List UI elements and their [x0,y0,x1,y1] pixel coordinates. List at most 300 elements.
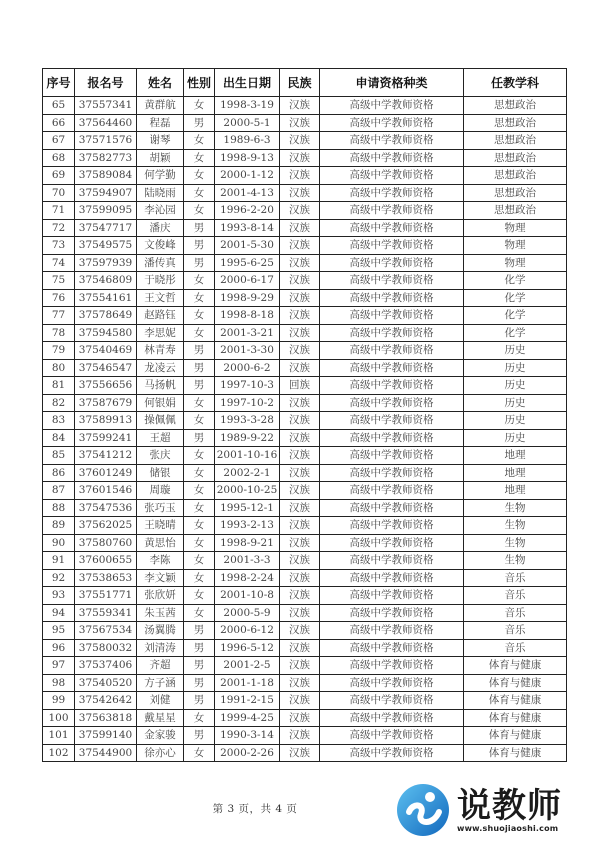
cell-index: 86 [43,464,75,482]
cell-index: 102 [43,744,75,762]
cell-index: 74 [43,254,75,272]
cell-index: 75 [43,272,75,290]
shuojiaoshi-logo-icon [395,782,451,838]
table-row [43,552,567,570]
table-row [43,114,567,132]
cell-registration-no: 37557341 [75,97,137,115]
cell-subject: 体育与健康 [464,744,567,762]
cell-registration-no: 37542642 [75,692,137,710]
cell-name: 王超 [137,429,184,447]
table-row [43,622,567,640]
watermark-logo [383,772,600,848]
cell-name: 张欣妍 [137,587,184,605]
cell-registration-no: 37601546 [75,482,137,500]
cell-gender: 女 [184,272,215,290]
cell-ethnicity: 汉族 [280,237,320,255]
cell-birth-date: 2000-2-26 [215,744,280,762]
cell-birth-date: 2000-6-17 [215,272,280,290]
cell-index: 81 [43,377,75,395]
table-row [43,307,567,325]
cell-ethnicity: 汉族 [280,639,320,657]
cell-name: 李陈 [137,552,184,570]
cell-birth-date: 1990-3-14 [215,727,280,745]
cell-registration-no: 37538653 [75,569,137,587]
cell-ethnicity: 汉族 [280,552,320,570]
cell-ethnicity: 汉族 [280,202,320,220]
table-row [43,377,567,395]
cell-gender: 女 [184,569,215,587]
cell-name: 朱玉茜 [137,604,184,622]
cell-birth-date: 1993-8-14 [215,219,280,237]
table-row [43,342,567,360]
cell-birth-date: 2001-3-30 [215,342,280,360]
cell-gender: 女 [184,97,215,115]
cell-index: 79 [43,342,75,360]
cell-subject: 地理 [464,482,567,500]
cell-gender: 女 [184,604,215,622]
cell-gender: 女 [184,447,215,465]
cell-subject: 思想政治 [464,132,567,150]
cell-gender: 女 [184,552,215,570]
table-row [43,237,567,255]
cell-birth-date: 2001-1-18 [215,674,280,692]
cell-ethnicity: 汉族 [280,604,320,622]
header-registration-no: 报名号 [75,69,137,97]
table-row [43,167,567,185]
cell-registration-no: 37589913 [75,412,137,430]
cell-ethnicity: 汉族 [280,744,320,762]
cell-ethnicity: 汉族 [280,114,320,132]
cell-qualification-type: 高级中学教师资格 [320,377,464,395]
cell-qualification-type: 高级中学教师资格 [320,709,464,727]
cell-subject: 物理 [464,237,567,255]
cell-qualification-type: 高级中学教师资格 [320,657,464,675]
cell-gender: 男 [184,359,215,377]
cell-ethnicity: 汉族 [280,657,320,675]
cell-registration-no: 37594580 [75,324,137,342]
table-row [43,499,567,517]
cell-birth-date: 2001-3-21 [215,324,280,342]
table-row [43,254,567,272]
cell-subject: 体育与健康 [464,692,567,710]
cell-birth-date: 2000-6-2 [215,359,280,377]
cell-qualification-type: 高级中学教师资格 [320,534,464,552]
cell-birth-date: 2000-5-9 [215,604,280,622]
cell-ethnicity: 回族 [280,377,320,395]
cell-qualification-type: 高级中学教师资格 [320,359,464,377]
cell-ethnicity: 汉族 [280,289,320,307]
page-number-text: 第 3 页，共 4 页 [212,803,298,815]
cell-index: 84 [43,429,75,447]
cell-qualification-type: 高级中学教师资格 [320,692,464,710]
cell-index: 68 [43,149,75,167]
cell-name: 胡颖 [137,149,184,167]
cell-index: 66 [43,114,75,132]
cell-birth-date: 1995-12-1 [215,499,280,517]
cell-index: 69 [43,167,75,185]
cell-subject: 体育与健康 [464,657,567,675]
cell-index: 98 [43,674,75,692]
cell-subject: 音乐 [464,604,567,622]
cell-index: 95 [43,622,75,640]
cell-gender: 男 [184,219,215,237]
cell-name: 李思妮 [137,324,184,342]
cell-ethnicity: 汉族 [280,184,320,202]
table-row [43,447,567,465]
cell-registration-no: 37599241 [75,429,137,447]
cell-gender: 女 [184,394,215,412]
cell-name: 黄思怡 [137,534,184,552]
table-row [43,534,567,552]
cell-qualification-type: 高级中学教师资格 [320,604,464,622]
cell-name: 周璇 [137,482,184,500]
cell-subject: 物理 [464,254,567,272]
cell-gender: 男 [184,692,215,710]
cell-ethnicity: 汉族 [280,709,320,727]
cell-ethnicity: 汉族 [280,499,320,517]
cell-qualification-type: 高级中学教师资格 [320,639,464,657]
cell-ethnicity: 汉族 [280,167,320,185]
cell-birth-date: 2001-2-5 [215,657,280,675]
cell-name: 文俊峰 [137,237,184,255]
cell-registration-no: 37594907 [75,184,137,202]
table-header-row [43,69,567,97]
table-row [43,359,567,377]
cell-subject: 生物 [464,499,567,517]
cell-subject: 地理 [464,464,567,482]
cell-qualification-type: 高级中学教师资格 [320,184,464,202]
cell-birth-date: 2001-10-8 [215,587,280,605]
cell-birth-date: 1998-3-19 [215,97,280,115]
cell-registration-no: 37601249 [75,464,137,482]
cell-name: 何银娟 [137,394,184,412]
cell-ethnicity: 汉族 [280,622,320,640]
cell-birth-date: 1998-9-21 [215,534,280,552]
cell-registration-no: 37546809 [75,272,137,290]
cell-subject: 历史 [464,342,567,360]
cell-registration-no: 37547717 [75,219,137,237]
cell-qualification-type: 高级中学教师资格 [320,622,464,640]
cell-registration-no: 37580760 [75,534,137,552]
cell-ethnicity: 汉族 [280,429,320,447]
header-qualification-type: 申请资格种类 [320,69,464,97]
cell-qualification-type: 高级中学教师资格 [320,114,464,132]
cell-gender: 女 [184,202,215,220]
cell-subject: 思想政治 [464,184,567,202]
cell-birth-date: 1999-4-25 [215,709,280,727]
cell-qualification-type: 高级中学教师资格 [320,307,464,325]
cell-index: 77 [43,307,75,325]
cell-registration-no: 37540520 [75,674,137,692]
cell-subject: 历史 [464,377,567,395]
cell-registration-no: 37541212 [75,447,137,465]
cell-name: 于晓彤 [137,272,184,290]
cell-subject: 生物 [464,552,567,570]
table-row [43,517,567,535]
cell-registration-no: 37597939 [75,254,137,272]
table-row [43,744,567,762]
cell-qualification-type: 高级中学教师资格 [320,97,464,115]
cell-ethnicity: 汉族 [280,394,320,412]
cell-ethnicity: 汉族 [280,219,320,237]
cell-name: 李文颖 [137,569,184,587]
cell-qualification-type: 高级中学教师资格 [320,237,464,255]
cell-birth-date: 1991-2-15 [215,692,280,710]
cell-gender: 女 [184,149,215,167]
logo-url: www.shuojiaoshi.com [457,823,559,833]
cell-qualification-type: 高级中学教师资格 [320,429,464,447]
cell-registration-no: 37599140 [75,727,137,745]
cell-birth-date: 2001-4-13 [215,184,280,202]
cell-qualification-type: 高级中学教师资格 [320,727,464,745]
cell-subject: 化学 [464,289,567,307]
cell-index: 67 [43,132,75,150]
cell-birth-date: 2000-6-12 [215,622,280,640]
cell-ethnicity: 汉族 [280,569,320,587]
cell-name: 潘传真 [137,254,184,272]
cell-subject: 音乐 [464,587,567,605]
cell-gender: 男 [184,237,215,255]
cell-subject: 思想政治 [464,167,567,185]
cell-index: 96 [43,639,75,657]
cell-subject: 化学 [464,324,567,342]
cell-name: 汤翼腾 [137,622,184,640]
cell-birth-date: 1993-3-28 [215,412,280,430]
cell-subject: 思想政治 [464,202,567,220]
cell-index: 83 [43,412,75,430]
cell-registration-no: 37564460 [75,114,137,132]
cell-qualification-type: 高级中学教师资格 [320,412,464,430]
table-row [43,289,567,307]
cell-qualification-type: 高级中学教师资格 [320,254,464,272]
table-row [43,604,567,622]
cell-ethnicity: 汉族 [280,97,320,115]
logo-title: 说教师 [457,785,562,826]
cell-registration-no: 37580032 [75,639,137,657]
cell-index: 99 [43,692,75,710]
cell-gender: 女 [184,289,215,307]
cell-index: 80 [43,359,75,377]
table-row [43,412,567,430]
cell-gender: 男 [184,114,215,132]
cell-qualification-type: 高级中学教师资格 [320,552,464,570]
cell-qualification-type: 高级中学教师资格 [320,464,464,482]
table-row [43,569,567,587]
cell-qualification-type: 高级中学教师资格 [320,132,464,150]
cell-birth-date: 2001-3-3 [215,552,280,570]
cell-birth-date: 2001-10-16 [215,447,280,465]
cell-subject: 地理 [464,447,567,465]
cell-name: 徐亦心 [137,744,184,762]
table-row [43,674,567,692]
cell-ethnicity: 汉族 [280,307,320,325]
cell-birth-date: 2000-5-1 [215,114,280,132]
cell-registration-no: 37578649 [75,307,137,325]
cell-name: 潘庆 [137,219,184,237]
cell-birth-date: 1996-2-20 [215,202,280,220]
cell-registration-no: 37547536 [75,499,137,517]
cell-index: 70 [43,184,75,202]
cell-ethnicity: 汉族 [280,359,320,377]
table-row [43,324,567,342]
cell-birth-date: 1998-9-13 [215,149,280,167]
cell-subject: 生物 [464,534,567,552]
table-row [43,692,567,710]
header-subject: 任教学科 [464,69,567,97]
cell-qualification-type: 高级中学教师资格 [320,324,464,342]
cell-gender: 男 [184,429,215,447]
table-row [43,202,567,220]
cell-birth-date: 2000-1-12 [215,167,280,185]
table-row [43,272,567,290]
cell-subject: 历史 [464,359,567,377]
cell-subject: 历史 [464,429,567,447]
cell-registration-no: 37559341 [75,604,137,622]
cell-qualification-type: 高级中学教师资格 [320,482,464,500]
cell-subject: 音乐 [464,639,567,657]
cell-index: 82 [43,394,75,412]
cell-registration-no: 37571576 [75,132,137,150]
cell-gender: 女 [184,167,215,185]
cell-name: 张庆 [137,447,184,465]
cell-name: 操佩佩 [137,412,184,430]
table-row [43,727,567,745]
cell-ethnicity: 汉族 [280,674,320,692]
cell-qualification-type: 高级中学教师资格 [320,342,464,360]
cell-index: 91 [43,552,75,570]
cell-gender: 男 [184,657,215,675]
cell-registration-no: 37554161 [75,289,137,307]
cell-name: 龙凌云 [137,359,184,377]
cell-index: 97 [43,657,75,675]
cell-qualification-type: 高级中学教师资格 [320,674,464,692]
cell-name: 刘健 [137,692,184,710]
table-row [43,97,567,115]
cell-qualification-type: 高级中学教师资格 [320,202,464,220]
cell-registration-no: 37540469 [75,342,137,360]
cell-gender: 男 [184,674,215,692]
cell-registration-no: 37562025 [75,517,137,535]
cell-gender: 女 [184,324,215,342]
table-row [43,657,567,675]
cell-qualification-type: 高级中学教师资格 [320,587,464,605]
cell-ethnicity: 汉族 [280,534,320,552]
cell-name: 储银 [137,464,184,482]
cell-index: 100 [43,709,75,727]
cell-ethnicity: 汉族 [280,692,320,710]
cell-name: 赵路钰 [137,307,184,325]
cell-qualification-type: 高级中学教师资格 [320,499,464,517]
cell-registration-no: 37582773 [75,149,137,167]
cell-name: 陆晓雨 [137,184,184,202]
cell-gender: 男 [184,342,215,360]
cell-ethnicity: 汉族 [280,254,320,272]
cell-subject: 化学 [464,307,567,325]
cell-name: 齐超 [137,657,184,675]
cell-ethnicity: 汉族 [280,149,320,167]
cell-gender: 男 [184,622,215,640]
cell-subject: 体育与健康 [464,709,567,727]
cell-index: 72 [43,219,75,237]
cell-gender: 男 [184,254,215,272]
cell-ethnicity: 汉族 [280,464,320,482]
cell-birth-date: 1996-5-12 [215,639,280,657]
cell-name: 刘清涛 [137,639,184,657]
cell-index: 65 [43,97,75,115]
cell-index: 85 [43,447,75,465]
cell-subject: 思想政治 [464,149,567,167]
cell-gender: 女 [184,517,215,535]
cell-subject: 物理 [464,219,567,237]
cell-gender: 男 [184,727,215,745]
table-row [43,429,567,447]
cell-index: 88 [43,499,75,517]
cell-birth-date: 1993-2-13 [215,517,280,535]
cell-gender: 女 [184,184,215,202]
roster-table [42,68,567,762]
cell-ethnicity: 汉族 [280,482,320,500]
cell-index: 78 [43,324,75,342]
table-row [43,709,567,727]
table-row [43,394,567,412]
cell-birth-date: 1998-2-24 [215,569,280,587]
cell-name: 谢琴 [137,132,184,150]
cell-qualification-type: 高级中学教师资格 [320,167,464,185]
cell-subject: 历史 [464,394,567,412]
cell-index: 93 [43,587,75,605]
cell-gender: 女 [184,132,215,150]
table-row [43,639,567,657]
cell-ethnicity: 汉族 [280,132,320,150]
header-birth-date: 出生日期 [215,69,280,97]
cell-ethnicity: 汉族 [280,587,320,605]
cell-name: 林青寿 [137,342,184,360]
cell-name: 马扬帆 [137,377,184,395]
table-row [43,219,567,237]
cell-birth-date: 2000-10-25 [215,482,280,500]
header-name: 姓名 [137,69,184,97]
cell-gender: 女 [184,482,215,500]
cell-registration-no: 37544900 [75,744,137,762]
cell-subject: 音乐 [464,622,567,640]
cell-ethnicity: 汉族 [280,272,320,290]
header-index: 序号 [43,69,75,97]
cell-birth-date: 1995-6-25 [215,254,280,272]
cell-subject: 体育与健康 [464,674,567,692]
cell-qualification-type: 高级中学教师资格 [320,149,464,167]
cell-name: 黄群航 [137,97,184,115]
cell-index: 92 [43,569,75,587]
header-ethnicity: 民族 [280,69,320,97]
cell-qualification-type: 高级中学教师资格 [320,744,464,762]
cell-index: 71 [43,202,75,220]
cell-registration-no: 37567534 [75,622,137,640]
cell-birth-date: 1989-6-3 [215,132,280,150]
cell-gender: 女 [184,709,215,727]
cell-gender: 女 [184,464,215,482]
cell-subject: 历史 [464,412,567,430]
cell-subject: 思想政治 [464,114,567,132]
cell-registration-no: 37537406 [75,657,137,675]
cell-ethnicity: 汉族 [280,727,320,745]
cell-index: 73 [43,237,75,255]
cell-ethnicity: 汉族 [280,324,320,342]
cell-name: 王文哲 [137,289,184,307]
cell-ethnicity: 汉族 [280,447,320,465]
cell-qualification-type: 高级中学教师资格 [320,569,464,587]
cell-birth-date: 1998-9-29 [215,289,280,307]
cell-birth-date: 1997-10-2 [215,394,280,412]
